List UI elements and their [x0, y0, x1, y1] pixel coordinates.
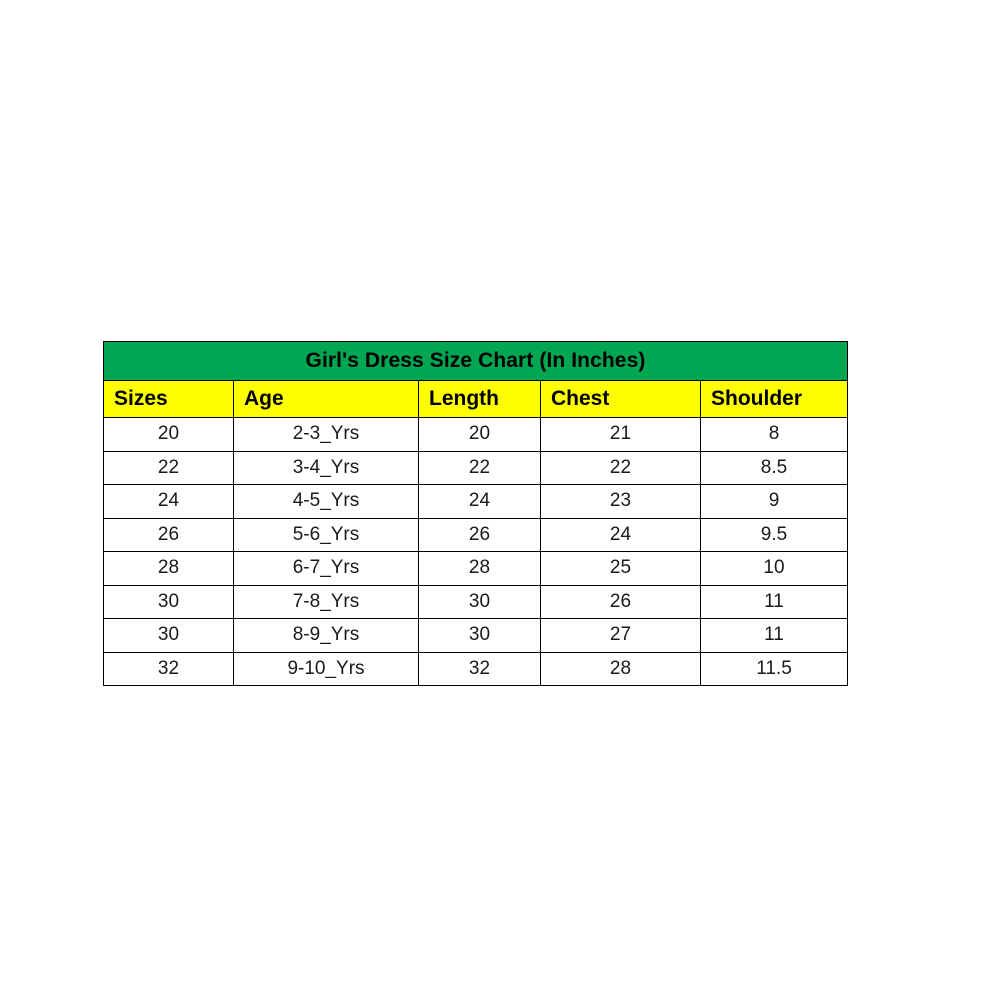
cell-age: 9-10_Yrs [234, 652, 419, 686]
cell-age: 5-6_Yrs [234, 518, 419, 552]
size-chart-container [103, 341, 847, 686]
table-header-row [104, 381, 848, 418]
cell-age: 8-9_Yrs [234, 619, 419, 653]
column-header-sizes: Sizes [104, 381, 234, 418]
cell-length: 32 [419, 652, 541, 686]
cell-age: 2-3_Yrs [234, 418, 419, 452]
cell-sizes: 30 [104, 585, 234, 619]
cell-length: 30 [419, 619, 541, 653]
cell-sizes: 26 [104, 518, 234, 552]
table-row [104, 652, 848, 686]
cell-length: 28 [419, 552, 541, 586]
cell-age: 6-7_Yrs [234, 552, 419, 586]
cell-length: 22 [419, 451, 541, 485]
cell-age: 7-8_Yrs [234, 585, 419, 619]
cell-sizes: 24 [104, 485, 234, 519]
column-header-age: Age [234, 381, 419, 418]
cell-shoulder: 11 [701, 619, 848, 653]
chart-title: Girl's Dress Size Chart (In Inches) [104, 342, 848, 381]
cell-shoulder: 9 [701, 485, 848, 519]
cell-shoulder: 9.5 [701, 518, 848, 552]
cell-sizes: 28 [104, 552, 234, 586]
column-header-shoulder: Shoulder [701, 381, 848, 418]
cell-length: 26 [419, 518, 541, 552]
cell-length: 20 [419, 418, 541, 452]
cell-chest: 26 [541, 585, 701, 619]
cell-shoulder: 8.5 [701, 451, 848, 485]
table-row [104, 552, 848, 586]
cell-length: 30 [419, 585, 541, 619]
cell-chest: 23 [541, 485, 701, 519]
cell-shoulder: 11.5 [701, 652, 848, 686]
cell-chest: 24 [541, 518, 701, 552]
table-row [104, 518, 848, 552]
cell-sizes: 32 [104, 652, 234, 686]
cell-chest: 25 [541, 552, 701, 586]
size-chart-table [103, 341, 848, 686]
table-row [104, 619, 848, 653]
table-row [104, 451, 848, 485]
cell-chest: 21 [541, 418, 701, 452]
cell-chest: 28 [541, 652, 701, 686]
column-header-chest: Chest [541, 381, 701, 418]
table-row [104, 485, 848, 519]
cell-sizes: 30 [104, 619, 234, 653]
table-row [104, 418, 848, 452]
cell-age: 3-4_Yrs [234, 451, 419, 485]
table-row [104, 585, 848, 619]
cell-chest: 22 [541, 451, 701, 485]
cell-age: 4-5_Yrs [234, 485, 419, 519]
cell-length: 24 [419, 485, 541, 519]
cell-chest: 27 [541, 619, 701, 653]
chart-title-row [104, 342, 848, 381]
cell-shoulder: 10 [701, 552, 848, 586]
column-header-length: Length [419, 381, 541, 418]
cell-sizes: 20 [104, 418, 234, 452]
cell-shoulder: 11 [701, 585, 848, 619]
cell-sizes: 22 [104, 451, 234, 485]
cell-shoulder: 8 [701, 418, 848, 452]
